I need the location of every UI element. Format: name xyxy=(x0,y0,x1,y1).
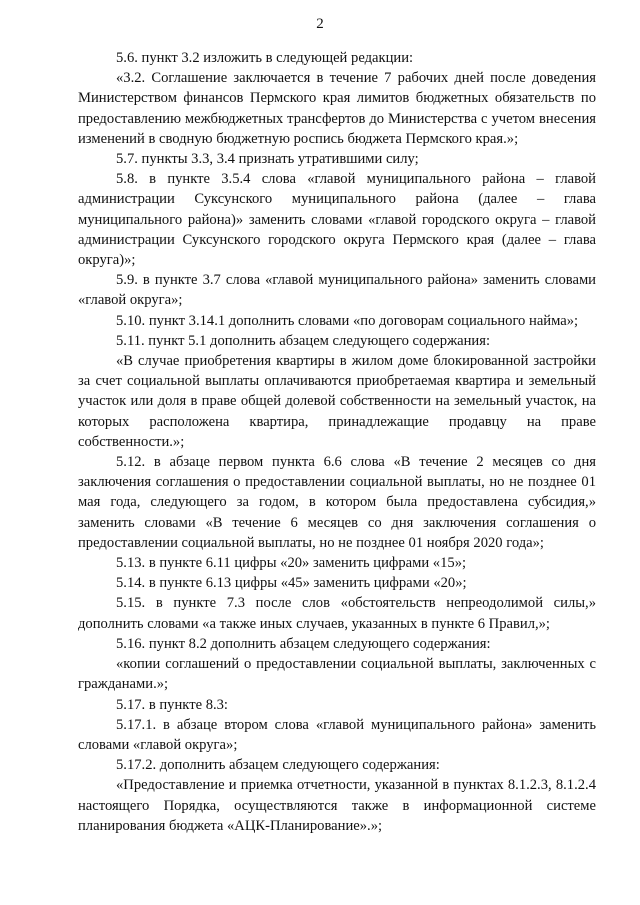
page-number: 2 xyxy=(316,16,324,32)
paragraph-5-9: 5.9. в пункте 3.7 слова «главой муниципального района» заменить словами «главой округа»; xyxy=(78,272,596,309)
paragraph-5-11: 5.11. пункт 5.1 дополнить абзацем следующего содержания: xyxy=(116,332,491,349)
paragraph-5-11-text: «В случае приобретения квартиры в жилом доме блокированной застройки за счет социальной выплаты оплачиваются приобретаемая квартира и земельный участок или доля в праве общей долевой собственности на земельный участок, на которых расположена квартира, принадлежащие продавцу на праве собственности.»; xyxy=(78,353,596,450)
paragraph-3-2-text: «3.2. Соглашение заключается в течение 7 рабочих дней после доведения Министерством финансов Пермского края лимитов бюджетных обязательств по предоставлению межбюджетных трансфертов до Министерства с учетом внесения изменений в сводную бюджетную роспись бюджета Пермского края.»; xyxy=(78,70,596,147)
paragraph-5-7: 5.7. пункты 3.3, 3.4 признать утратившими силу; xyxy=(116,151,419,168)
paragraph-5-15: 5.15. в пункте 7.3 после слов «обстоятельств непреодолимой силы,» дополнить словами «а также иных случаев, указанных в пункте 6 Правил,»; xyxy=(78,595,596,632)
paragraph-5-6: 5.6. пункт 3.2 изложить в следующей редакции: xyxy=(116,50,414,66)
paragraph-5-16: 5.16. пункт 8.2 дополнить абзацем следующего содержания: xyxy=(116,635,491,652)
document-body xyxy=(78,48,596,836)
paragraph-5-17: 5.17. в пункте 8.3: xyxy=(116,696,228,713)
paragraph-5-13: 5.13. в пункте 6.11 цифры «20» заменить цифрами «15»; xyxy=(116,555,467,572)
paragraph-5-17-1: 5.17.1. в абзаце втором слова «главой муниципального района» заменить словами «главой округа»; xyxy=(78,716,596,753)
paragraph-5-17-2-text: «Предоставление и приемка отчетности, указанной в пунктах 8.1.2.3, 8.1.2.4 настоящего Порядка, осуществляются также в информационной системе планирования бюджета «АЦК-Планирование».»; xyxy=(78,777,596,834)
paragraph-5-10: 5.10. пункт 3.14.1 дополнить словами «по договорам социального найма»; xyxy=(116,312,579,329)
paragraph-5-16-text: «копии соглашений о предоставлении социальной выплаты, заключенных с гражданами.»; xyxy=(78,656,596,693)
paragraph-5-8: 5.8. в пункте 3.5.4 слова «главой муниципального района – главой администрации Суксунского муниципального района (далее – глава муниципального района)» заменить словами «главой городского округа – главой администрации Суксунского городского округа Пермского края (далее – глава округа)»; xyxy=(78,171,596,269)
paragraph-5-17-2: 5.17.2. дополнить абзацем следующего содержания: xyxy=(116,757,440,774)
paragraph-5-14: 5.14. в пункте 6.13 цифры «45» заменить цифрами «20»; xyxy=(116,575,467,592)
paragraph-5-12: 5.12. в абзаце первом пункта 6.6 слова «В течение 2 месяцев со дня заключения соглашения о предоставлении социальной выплаты, но не позднее 01 мая года, следующего за годом, в котором была предоставлена субсидия,» заменить словами «В течение 6 месяцев со дня заключения соглашения о предоставлении социальной выплаты, но не позднее 01 ноября 2020 года»; xyxy=(78,454,596,551)
